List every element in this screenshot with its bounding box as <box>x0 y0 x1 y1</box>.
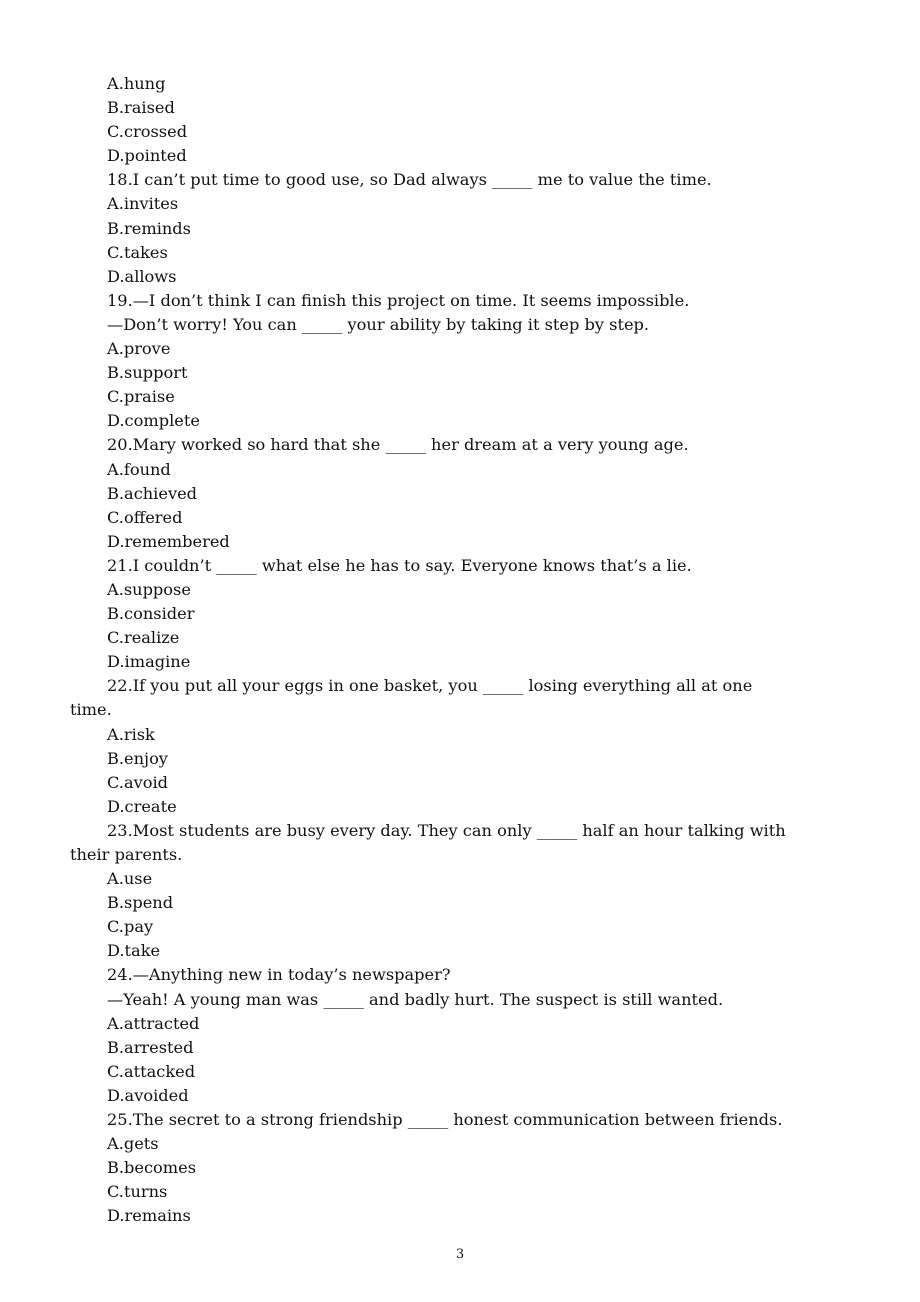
q23-stem-continued: their parents. <box>70 845 183 864</box>
q24-option-d: D.avoided <box>107 1085 189 1105</box>
q18-option-b: B.reminds <box>107 218 191 238</box>
q19-option-c: C.praise <box>107 387 175 407</box>
q21-option-b: B.consider <box>107 604 195 624</box>
q21-option-c: C.realize <box>107 628 180 648</box>
q18-option-d: D.allows <box>107 266 177 286</box>
q17-option-d: D.pointed <box>107 146 187 166</box>
q19-stem: 19.—I don’t think I can finish this project on time. It seems impossible. <box>107 290 690 310</box>
q19-option-b: B.support <box>107 363 188 383</box>
document-page <box>0 72 920 1229</box>
q19-option-a: A.prove <box>107 339 171 359</box>
q25-option-a: A.gets <box>107 1134 159 1154</box>
q21-stem: 21.I couldn’t _____ what else he has to say. Everyone knows that’s a lie. <box>107 555 692 575</box>
q20-option-a: A.found <box>107 459 171 479</box>
q22-stem-continued: time. <box>70 700 112 720</box>
q20-option-d: D.remembered <box>107 531 230 551</box>
q23-option-a: A.use <box>107 869 153 889</box>
q20-option-c: C.offered <box>107 507 183 527</box>
q22-option-c: C.avoid <box>107 772 169 792</box>
q17-option-b: B.raised <box>107 98 175 118</box>
q22-option-d: D.create <box>107 796 177 816</box>
q24-option-b: B.arrested <box>107 1037 194 1057</box>
q25-option-c: C.turns <box>107 1182 168 1202</box>
q24-option-a: A.attracted <box>107 1013 200 1033</box>
q17-option-a: A.hung <box>107 74 166 93</box>
q20-option-b: B.achieved <box>107 483 198 503</box>
q25-option-b: B.becomes <box>107 1158 197 1178</box>
q22-stem: 22.If you put all your eggs in one basket, you _____ losing everything all at one <box>107 676 753 696</box>
q24-stem-reply: —Yeah! A young man was _____ and badly hurt. The suspect is still wanted. <box>107 989 724 1009</box>
q23-option-c: C.pay <box>107 917 154 937</box>
page-number: 3 <box>455 1247 465 1262</box>
q18-option-a: A.invites <box>107 194 179 214</box>
q18-option-c: C.takes <box>107 242 168 262</box>
q19-option-d: D.complete <box>107 411 200 431</box>
q22-option-a: A.risk <box>107 724 155 744</box>
q20-stem: 20.Mary worked so hard that she _____ her dream at a very young age. <box>107 435 689 455</box>
q22-option-b: B.enjoy <box>107 748 168 768</box>
q21-option-a: A.suppose <box>107 579 191 599</box>
q18-stem: 18.I can’t put time to good use, so Dad always _____ me to value the time. <box>107 170 712 190</box>
q24-option-c: C.attacked <box>107 1061 196 1081</box>
q23-option-b: B.spend <box>107 893 174 913</box>
q23-option-d: D.take <box>107 941 161 961</box>
q24-stem: 24.—Anything new in today’s newspaper? <box>107 965 451 985</box>
q25-option-d: D.remains <box>107 1206 191 1226</box>
q21-option-d: D.imagine <box>107 652 191 672</box>
q17-option-c: C.crossed <box>107 122 188 142</box>
q19-stem-reply: —Don’t worry! You can _____ your ability by taking it step by step. <box>107 314 650 334</box>
q25-stem: 25.The secret to a strong friendship _____ honest communication between friends. <box>107 1110 783 1130</box>
q23-stem: 23.Most students are busy every day. They can only _____ half an hour talking with <box>107 820 786 840</box>
